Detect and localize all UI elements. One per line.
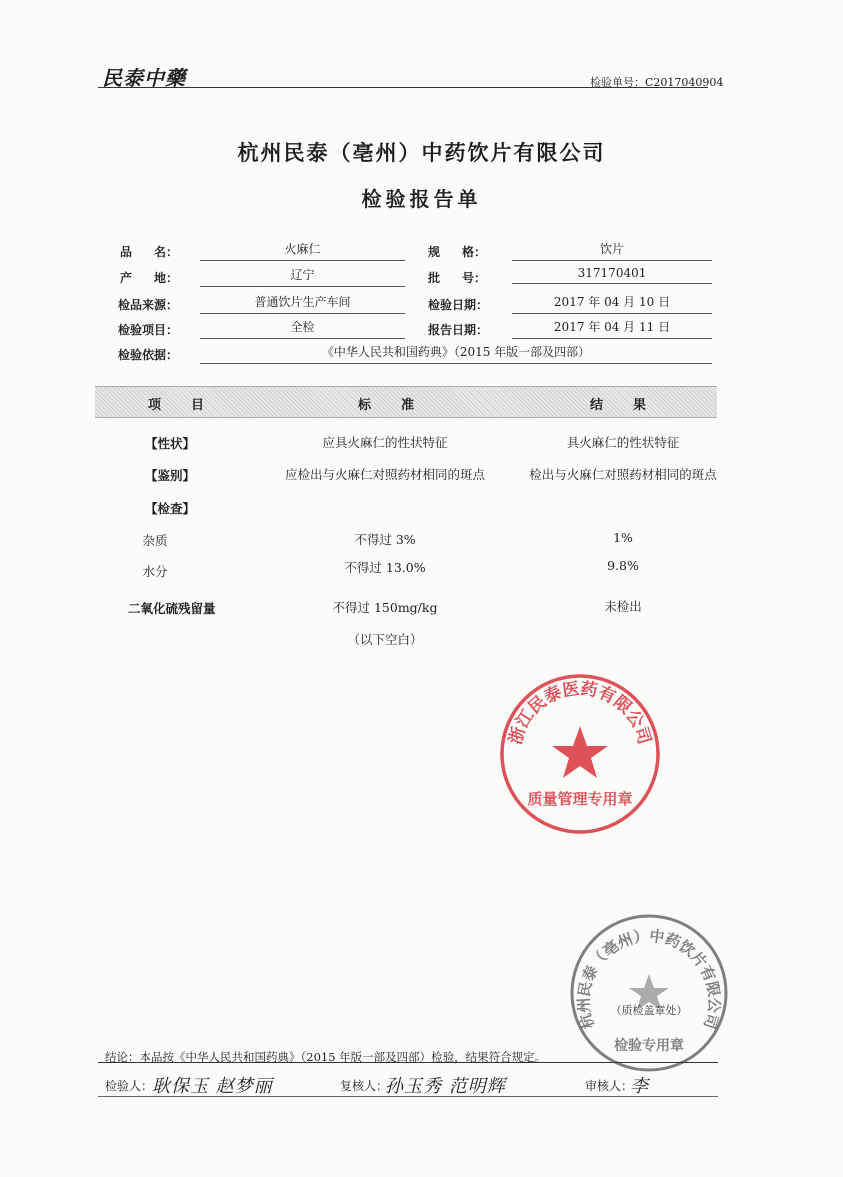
row-result-impurity: 1% <box>613 530 633 545</box>
row-standard-so2: 不得过 150mg/kg <box>332 600 438 615</box>
reviewer-signature: 孙玉秀 范明辉 <box>385 1076 506 1097</box>
signature-divider <box>98 1096 718 1097</box>
page-title: 检验报告单 <box>361 187 482 211</box>
star-icon <box>552 726 608 778</box>
header-result: 结果 <box>590 398 677 413</box>
header-item: 项目 <box>148 398 235 413</box>
header-standard: 标准 <box>358 398 445 413</box>
name-value: 火麻仁 <box>200 240 405 261</box>
origin-value: 辽宁 <box>200 266 405 287</box>
seal2-top-text: 杭州民泰（亳州）中药饮片有限公司 <box>574 926 724 1032</box>
reviewer-label: 复核人： <box>340 1079 389 1093</box>
row-standard-impurity: 不得过 3% <box>354 532 416 547</box>
inspector-signature: 耿保玉 赵梦丽 <box>152 1076 273 1097</box>
seal1-bottom-text: 质量管理专用章 <box>527 790 633 808</box>
quality-seal-stamp <box>498 672 662 836</box>
seal2-mid-text: （质检盖章处） <box>610 1004 688 1017</box>
row-standard-moisture: 不得过 13.0% <box>344 560 426 575</box>
row-item-moisture: 水分 <box>142 564 168 579</box>
report-date-value: 2017 年 04 月 11 日 <box>512 318 712 339</box>
row-item-examination: 【检查】 <box>145 501 196 516</box>
basis-value: 《中华人民共和国药典》（2015 年版一部及四部） <box>200 343 712 364</box>
row-item-appearance: 【性状】 <box>145 436 196 451</box>
item-value: 全检 <box>200 318 405 339</box>
auditor-signature: 李 <box>630 1076 649 1097</box>
auditor-label: 审核人： <box>585 1079 634 1093</box>
row-result-appearance: 具火麻仁的性状特征 <box>566 435 680 450</box>
report-number: 检验单号：C2017040904 <box>590 76 724 89</box>
inspection-seal-stamp <box>568 912 730 1074</box>
source-value: 普通饮片生产车间 <box>200 293 405 314</box>
company-name: 杭州民泰（亳州）中药饮片有限公司 <box>237 140 606 165</box>
company-logo: 民泰中藥 <box>102 66 186 90</box>
inspect-date-label: 检验日期： <box>428 298 489 312</box>
blank-note: （以下空白） <box>347 632 423 647</box>
item-label: 检验项目： <box>118 323 179 337</box>
conclusion-text: 结论：本品按《中华人民共和国药典》（2015 年版一部及四部）检验，结果符合规定。 <box>105 1050 547 1064</box>
spec-value: 饮片 <box>512 240 712 261</box>
source-label: 检品来源： <box>118 298 179 312</box>
row-item-so2: 二氧化硫残留量 <box>128 601 216 616</box>
spec-label: 规 格： <box>428 245 486 259</box>
report-date-label: 报告日期： <box>428 323 489 337</box>
inspector-label: 检验人： <box>105 1079 154 1093</box>
row-standard-identification: 应检出与火麻仁对照药材相同的斑点 <box>284 467 485 482</box>
row-item-identification: 【鉴别】 <box>145 468 196 483</box>
row-item-impurity: 杂质 <box>142 533 168 548</box>
header-divider <box>98 87 708 88</box>
basis-label: 检验依据： <box>118 348 179 362</box>
name-label: 品 名： <box>120 245 178 259</box>
seal2-bottom-text: 检验专用章 <box>614 1038 684 1054</box>
row-standard-appearance: 应具火麻仁的性状特征 <box>322 435 448 450</box>
origin-label: 产 地： <box>120 271 178 285</box>
inspect-date-value: 2017 年 04 月 10 日 <box>512 293 712 314</box>
row-result-identification: 检出与火麻仁对照药材相同的斑点 <box>529 467 717 482</box>
batch-value: 317170401 <box>512 266 712 284</box>
row-result-moisture: 9.8% <box>607 558 639 573</box>
row-result-so2: 未检出 <box>604 599 642 614</box>
batch-label: 批 号： <box>428 271 486 285</box>
seal1-top-text: 浙江民泰医药有限公司 <box>505 679 655 747</box>
